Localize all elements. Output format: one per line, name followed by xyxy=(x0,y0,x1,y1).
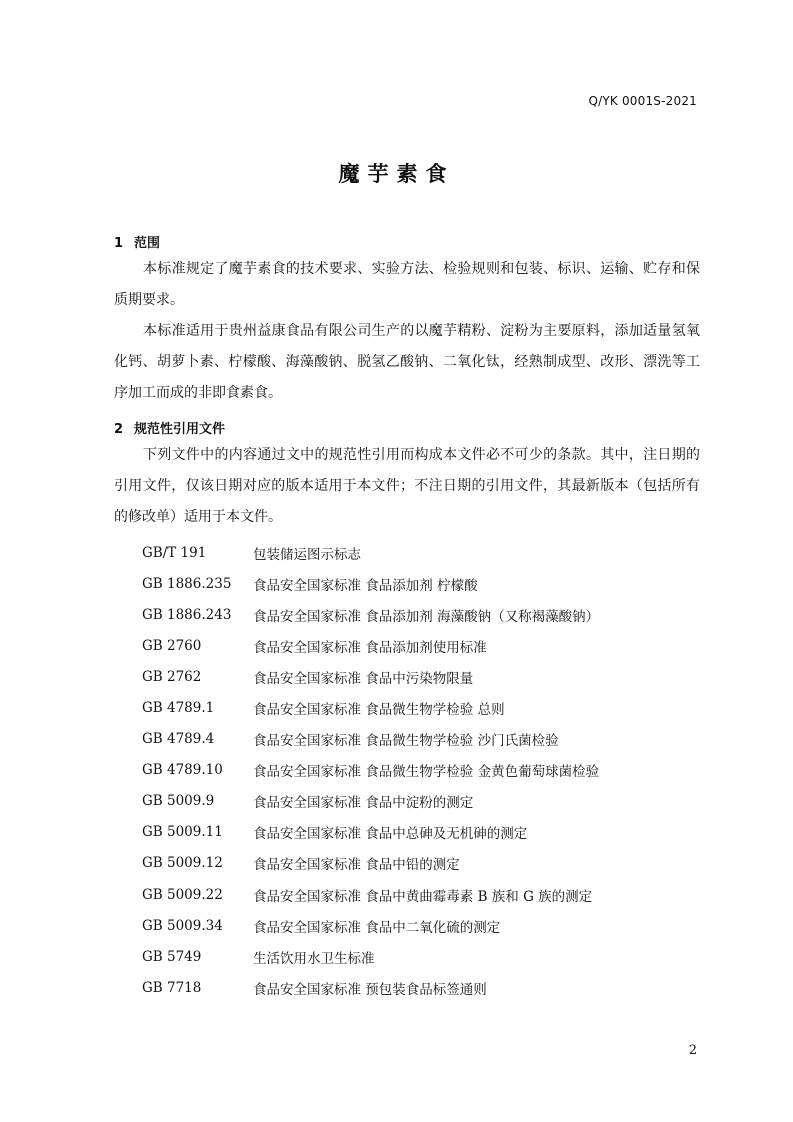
reference-title: 食品安全国家标准 食品中二氧化硫的测定 xyxy=(253,919,501,936)
references-intro-paragraph: 下列文件中的内容通过文中的规范性引用而构成本文件必不可少的条款。其中，注日期的引用文件，仅该日期对应的版本适用于本文件；不注日期的引用文件，其最新版本（包括所有的修改单）适用于本文件。 xyxy=(114,447,700,525)
reference-title: 食品安全国家标准 食品中铅的测定 xyxy=(253,857,460,874)
section-heading-normative-references xyxy=(114,418,225,437)
page-number: 2 xyxy=(688,1043,697,1058)
reference-code: GB 7718 xyxy=(142,979,202,996)
reference-item xyxy=(142,910,702,941)
reference-item xyxy=(142,724,702,755)
reference-item xyxy=(142,848,702,879)
reference-item xyxy=(142,879,702,910)
reference-title: 食品安全国家标准 食品微生物学检验 总则 xyxy=(253,702,505,719)
reference-code: GB 4789.4 xyxy=(142,731,215,748)
reference-title: 食品安全国家标准 食品中总砷及无机砷的测定 xyxy=(253,826,528,843)
reference-code: GB/T 191 xyxy=(142,544,207,561)
section-title: 范围 xyxy=(134,236,161,251)
reference-code: GB 5009.12 xyxy=(142,855,223,872)
reference-title: 食品安全国家标准 预包装食品标签通则 xyxy=(253,981,487,998)
reference-code: GB 2762 xyxy=(142,668,202,685)
reference-title: 食品安全国家标准 食品添加剂使用标准 xyxy=(253,639,487,656)
section-title: 规范性引用文件 xyxy=(134,422,226,437)
reference-title: 食品安全国家标准 食品中黄曲霉毒素 B 族和 G 族的测定 xyxy=(253,888,593,905)
reference-title: 包装储运图示标志 xyxy=(253,546,361,563)
reference-code: GB 2760 xyxy=(142,637,202,654)
scope-paragraph-2: 本标准适用于贵州益康食品有限公司生产的以魔芋精粉、淀粉为主要原料，添加适量氢氧化钙、胡萝卜素、柠檬酸、海藻酸钠、脱氢乙酸钠、二氧化钛，经熟制成型、改形、漂洗等工序加工而成的非即食素食。 xyxy=(114,323,700,401)
section-number: 1 xyxy=(114,236,124,251)
reference-title: 生活饮用水卫生标准 xyxy=(253,950,375,967)
document-code: Q/YK 0001S-2021 xyxy=(588,94,697,108)
reference-item xyxy=(142,537,702,568)
reference-code: GB 1886.243 xyxy=(142,606,232,623)
reference-item xyxy=(142,972,702,1003)
reference-list xyxy=(142,537,702,1003)
reference-item xyxy=(142,755,702,786)
reference-title: 食品安全国家标准 食品微生物学检验 沙门氏菌检验 xyxy=(253,733,559,750)
reference-item xyxy=(142,630,702,661)
reference-code: GB 5749 xyxy=(142,948,202,965)
reference-item xyxy=(142,599,702,630)
scope-paragraph-1: 本标准规定了魔芋素食的技术要求、实验方法、检验规则和包装、标识、运输、贮存和保质期要求。 xyxy=(114,261,700,308)
reference-code: GB 4789.1 xyxy=(142,700,215,717)
reference-item xyxy=(142,568,702,599)
reference-code: GB 5009.34 xyxy=(142,917,223,934)
reference-item xyxy=(142,941,702,972)
reference-code: GB 5009.11 xyxy=(142,824,223,841)
section-number: 2 xyxy=(114,422,124,437)
reference-title: 食品安全国家标准 食品中淀粉的测定 xyxy=(253,795,474,812)
reference-item xyxy=(142,817,702,848)
page-title: 魔芋素食 xyxy=(338,162,455,186)
reference-item xyxy=(142,786,702,817)
section-heading-scope xyxy=(114,232,160,251)
reference-code: GB 4789.10 xyxy=(142,762,223,779)
reference-title: 食品安全国家标准 食品微生物学检验 金黄色葡萄球菌检验 xyxy=(253,764,600,781)
reference-item xyxy=(142,661,702,692)
reference-code: GB 5009.22 xyxy=(142,886,223,903)
reference-code: GB 5009.9 xyxy=(142,793,215,810)
reference-code: GB 1886.235 xyxy=(142,575,232,592)
reference-title: 食品安全国家标准 食品添加剂 海藻酸钠（又称褐藻酸钠） xyxy=(253,608,600,625)
reference-title: 食品安全国家标准 食品中污染物限量 xyxy=(253,670,474,687)
reference-item xyxy=(142,692,702,723)
reference-title: 食品安全国家标准 食品添加剂 柠檬酸 xyxy=(253,577,478,594)
